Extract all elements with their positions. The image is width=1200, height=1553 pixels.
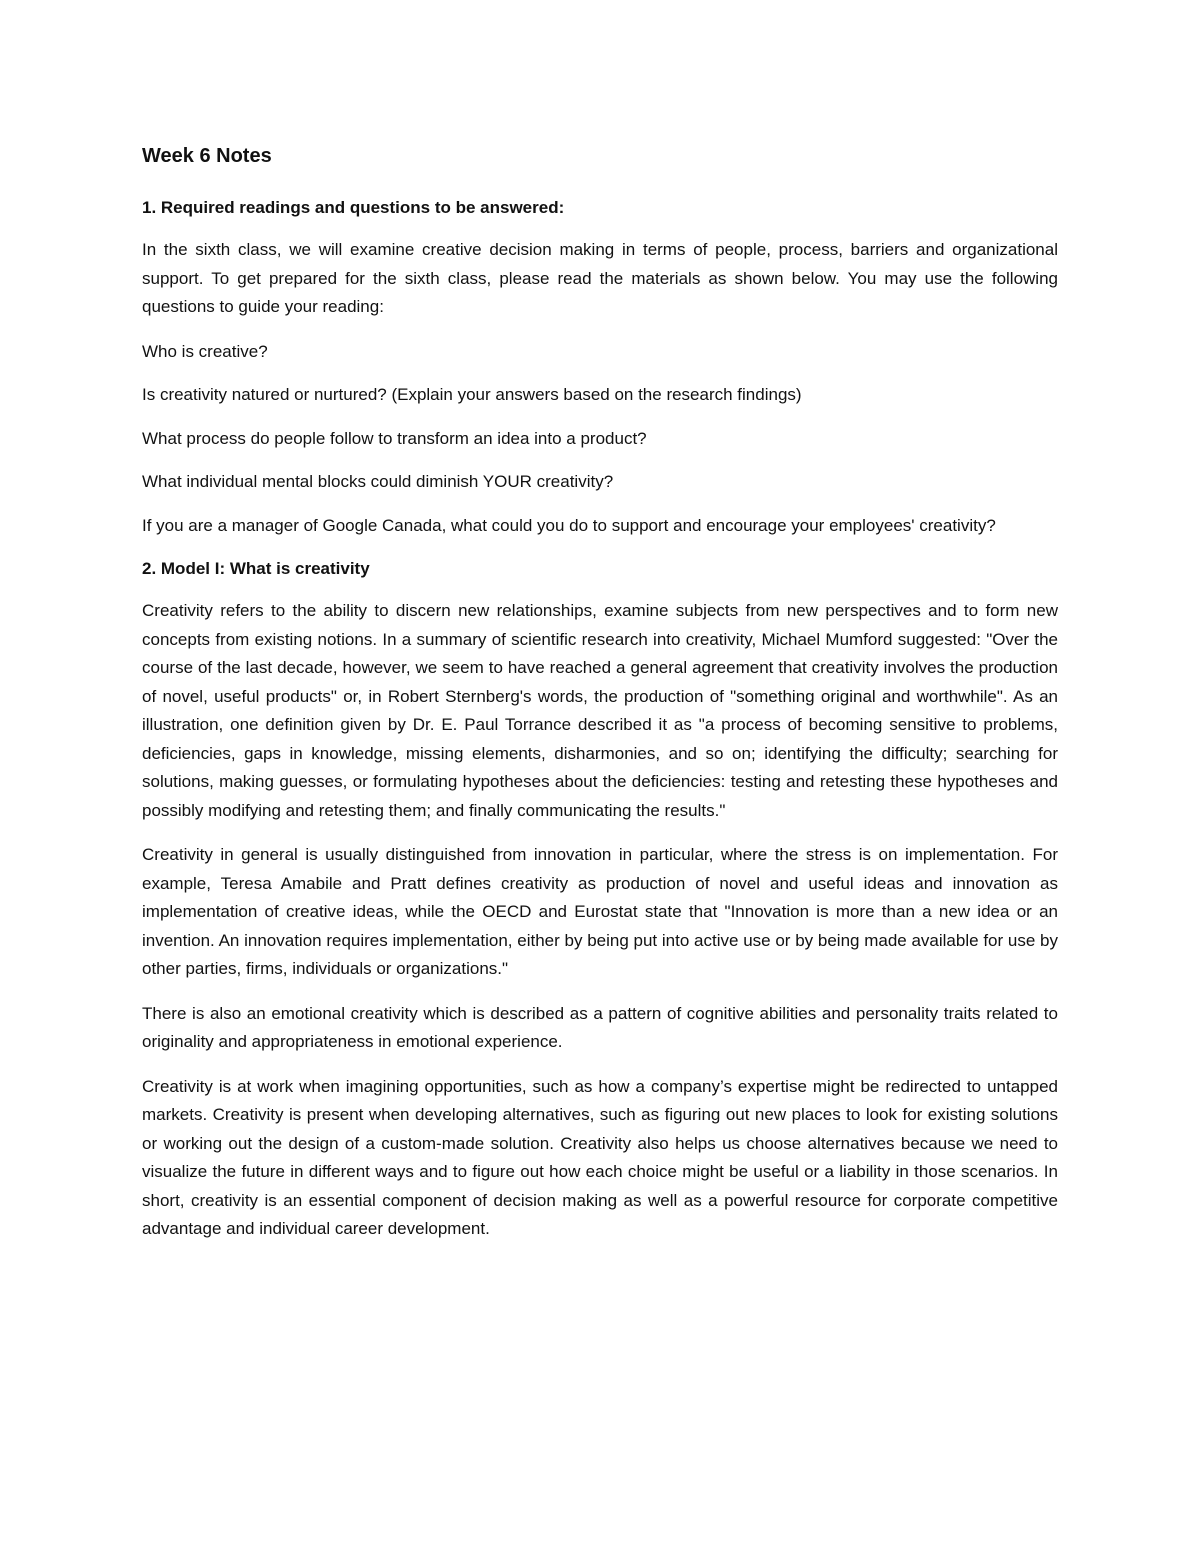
question-item: Is creativity natured or nurtured? (Explain your answers based on the research findings): [142, 385, 802, 404]
document-body: [142, 140, 1058, 1260]
question-item: Who is creative?: [142, 341, 268, 361]
section-2-paragraph: Creativity is at work when imagining opportunities, such as how a company’s expertise might be redirected to untapped markets. Creativity is present when developing alternatives, such as figuring out new places to look for existing solutions or working out the design of a custom-made solution. Creativity also helps us choose alternatives because we need to visualize the future in different ways and to figure out how each choice might be useful or a liability in those scenarios. In short, creativity is an essential component of decision making as well as a powerful resource for corporate competitive advantage and individual career development.: [142, 1076, 1058, 1238]
section-2-paragraph: Creativity refers to the ability to discern new relationships, examine subjects from new perspectives and to form new concepts from existing notions. In a summary of scientific research into creativity, Michael Mumford suggested: "Over the course of the last decade, however, we seem to have reached a general agreement that creativity involves the production of novel, useful products" or, in Robert Sternberg's words, the production of "something original and worthwhile". As an illustration, one definition given by Dr. E. Paul Torrance described it as "a process of becoming sensitive to problems, deficiencies, gaps in knowledge, missing elements, disharmonies, and so on; identifying the difficulty; searching for solutions, making guesses, or formulating hypotheses about the deficiencies: testing and retesting these hypotheses and possibly modifying and retesting them; and finally communicating the results.": [142, 601, 1058, 820]
question-item: What process do people follow to transform an idea into a product?: [142, 428, 647, 448]
section-2-paragraph: Creativity in general is usually distinguished from innovation in particular, where the stress is on implementation. For example, Teresa Amabile and Pratt defines creativity as production of novel and useful ideas and innovation as implementation of creative ideas, while the OECD and Eurostat state that "Innovation is more than a new idea or an invention. An innovation requires implementation, either by being put into active use or by being made available for use by other parties, firms, individuals or organizations.": [142, 845, 1058, 978]
document-title: Week 6 Notes: [142, 145, 272, 167]
section-1-heading: 1. Required readings and questions to be answered:: [142, 198, 565, 217]
question-item: If you are a manager of Google Canada, what could you do to support and encourage your employees' creativity?: [142, 515, 996, 535]
section-2-paragraph: There is also an emotional creativity which is described as a pattern of cognitive abilities and personality traits related to originality and appropriateness in emotional experience.: [142, 1003, 1058, 1051]
section-1-intro: In the sixth class, we will examine creative decision making in terms of people, process, barriers and organizational support. To get prepared for the sixth class, please read the materials as shown below. You may use the following questions to guide your reading:: [142, 240, 1058, 316]
section-2-heading: 2. Model I: What is creativity: [142, 559, 370, 578]
question-item: What individual mental blocks could diminish YOUR creativity?: [142, 472, 614, 491]
